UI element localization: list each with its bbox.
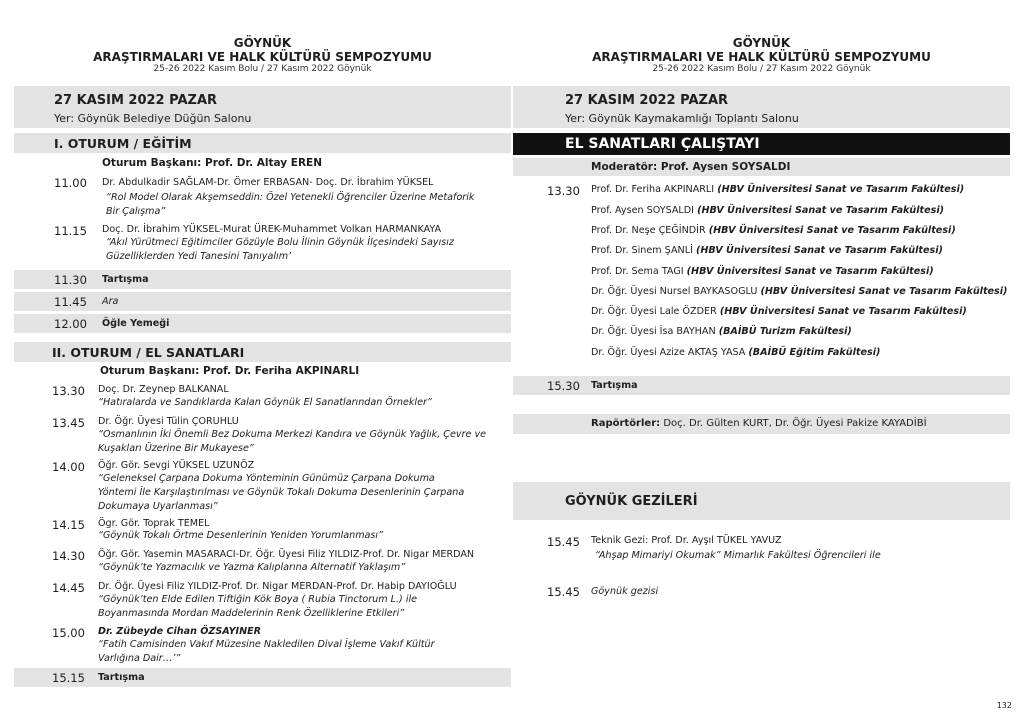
talk-time: 11.15 bbox=[54, 224, 87, 238]
talk-title: “Hatıralarda ve Sandıklarda Kalan Göynük El Sanatlarından Örnekler” bbox=[98, 397, 432, 408]
talk-time: 13.45 bbox=[52, 416, 85, 430]
left-page bbox=[14, 0, 511, 700]
talk-authors: Öğr. Gör. Sevgi YÜKSEL UZUNÖZ bbox=[98, 460, 255, 471]
schedule-row bbox=[14, 292, 511, 311]
schedule-row bbox=[14, 668, 511, 687]
program-venue: Yer: Göynük Belediye Düğün Salonu bbox=[54, 112, 252, 125]
header-line-2: ARAŞTIRMALARI VE HALK KÜLTÜRÜ SEMPOZYUMU bbox=[592, 50, 931, 64]
talk-authors: Dr. Zübeyde Cihan ÖZSAYINER bbox=[98, 626, 262, 637]
participant: Dr. Öğr. Üyesi Nursel BAYKASOGLU (HBV Üniversitesi Sanat ve Tasarım Fakültesi) bbox=[591, 286, 1008, 297]
tour-time: 15.45 bbox=[547, 535, 580, 549]
talk-authors: Doç. Dr. İbrahim YÜKSEL-Murat ÜREK-Muhammet Volkan HARMANKAYA bbox=[102, 224, 442, 235]
talk-authors: Doç. Dr. Zeynep BALKANAL bbox=[98, 384, 229, 395]
header-line-1: GÖYNÜK bbox=[732, 36, 791, 50]
rapporteurs-row bbox=[513, 414, 1010, 434]
tours-heading bbox=[513, 482, 1010, 520]
page-number: 132 bbox=[996, 701, 1012, 710]
session-chair: Oturum Başkanı: Prof. Dr. Feriha AKPINARLI bbox=[100, 365, 360, 377]
session-heading bbox=[14, 342, 511, 362]
date-venue-box bbox=[513, 86, 1010, 128]
session-title: II. OTURUM / EL SANATLARI bbox=[52, 345, 245, 360]
talk-authors: Ögr. Gör. Toprak TEMEL bbox=[98, 518, 210, 529]
break-time: 12.00 bbox=[54, 317, 87, 331]
participant: Prof. Dr. Sema TAGI (HBV Üniversitesi Sanat ve Tasarım Fakültesi) bbox=[591, 266, 934, 277]
program-date: 27 KASIM 2022 PAZAR bbox=[54, 93, 218, 108]
participant: Dr. Öğr. Üyesi Azize AKTAŞ YASA (BAİBÜ Eğitim Fakültesi) bbox=[591, 347, 881, 358]
participant: Prof. Dr. Feriha AKPINARLI (HBV Üniversitesi Sanat ve Tasarım Fakültesi) bbox=[591, 184, 965, 195]
moderator-row bbox=[513, 158, 1010, 176]
break-label: Tartışma bbox=[98, 672, 145, 683]
symposium-header bbox=[513, 36, 1010, 75]
talk-time: 14.00 bbox=[52, 460, 85, 474]
tour-time: 15.45 bbox=[547, 585, 580, 599]
break-time: 11.30 bbox=[54, 273, 87, 287]
talk-authors: Öğr. Gör. Yasemin MASARACI-Dr. Öğr. Üyesi Filiz YILDIZ-Prof. Dr. Nigar MERDAN bbox=[98, 549, 475, 560]
break-label: Tartışma bbox=[102, 274, 149, 285]
session-title: I. OTURUM / EĞİTİM bbox=[54, 136, 192, 151]
discussion-row bbox=[513, 376, 1010, 395]
discussion-label: Tartışma bbox=[591, 380, 638, 391]
break-label: Ara bbox=[102, 296, 119, 307]
schedule-row bbox=[14, 270, 511, 289]
talk-title: “Göynük Tokalı Örtme Desenlerinin Yeniden Yorumlanması” bbox=[98, 530, 384, 541]
participant: Dr. Öğr. Üyesi Lale ÖZDER (HBV Üniversitesi Sanat ve Tasarım Fakültesi) bbox=[591, 306, 967, 317]
talk-title: “Göynük’ten Elde Edilen Tiftiğin Kök Boya ( Rubia Tinctorum L.) ile Boyanmasında Mordan Maddelerinin Renk Özelliklerine Etkileri” bbox=[98, 594, 418, 619]
participant: Prof. Aysen SOYSALDI (HBV Üniversitesi Sanat ve Tasarım Fakültesi) bbox=[591, 205, 945, 216]
talk-title: “Osmanlının İki Önemli Bez Dokuma Merkezi Kandıra ve Göynük Yağlık, Çevre ve Kuşakları Üzerine Bir Mukayese” bbox=[98, 429, 487, 454]
header-line-2: ARAŞTIRMALARI VE HALK KÜLTÜRÜ SEMPOZYUMU bbox=[93, 50, 432, 64]
symposium-header bbox=[14, 36, 511, 75]
talk-title: “Akıl Yürütmeci Eğitimciler Gözüyle Bolu İlinin Göynük İlçesindeki Sayısız Güzelliklerden Yedi Tanesini Tanıyalım’ bbox=[106, 237, 454, 262]
talk-title: “Rol Model Olarak Akşemseddin: Özel Yetenekli Öğrenciler Üzerine Metaforik Bir Çalışma” bbox=[106, 192, 475, 217]
right-page bbox=[513, 0, 1010, 700]
workshop-time: 13.30 bbox=[547, 184, 580, 198]
program-date: 27 KASIM 2022 PAZAR bbox=[565, 93, 729, 108]
tour-description: “Ahşap Mimariyi Okumak” Mimarlık Fakültesi Öğrencileri ile bbox=[595, 550, 881, 561]
talk-title: “Göynük’te Yazmacılık ve Yazma Kalıplarına Alternatif Yaklaşım” bbox=[98, 562, 406, 573]
break-time: 11.45 bbox=[54, 295, 87, 309]
talk-authors: Dr. Öğr. Üyesi Filiz YILDIZ-Prof. Dr. Nigar MERDAN-Prof. Dr. Habip DAYIOĞLU bbox=[98, 581, 457, 592]
program-venue: Yer: Göynük Kaymakamlığı Toplantı Salonu bbox=[565, 112, 799, 125]
participant: Dr. Öğr. Üyesi İsa BAYHAN (BAİBÜ Turizm Fakültesi) bbox=[591, 326, 852, 337]
talk-authors: Dr. Abdulkadir SAĞLAM-Dr. Ömer ERBASAN- Doç. Dr. İbrahim YÜKSEL bbox=[102, 177, 434, 188]
tour-name: Göynük gezisi bbox=[591, 586, 659, 597]
talk-time: 15.00 bbox=[52, 626, 85, 640]
session-heading bbox=[14, 133, 511, 153]
talk-authors: Dr. Öğr. Üyesi Tülin ÇORUHLU bbox=[98, 416, 239, 427]
header-line-1: GÖYNÜK bbox=[233, 36, 292, 50]
participant: Prof. Dr. Sinem ŞANLİ (HBV Üniversitesi Sanat ve Tasarım Fakültesi) bbox=[591, 245, 943, 256]
talk-time: 14.30 bbox=[52, 549, 85, 563]
session-chair: Oturum Başkanı: Prof. Dr. Altay EREN bbox=[102, 157, 322, 169]
schedule-row bbox=[14, 314, 511, 333]
date-venue-box bbox=[14, 86, 511, 128]
rapporteurs: Rapörtörler: Doç. Dr. Gülten KURT, Dr. Öğr. Üyesi Pakize KAYADİBİ bbox=[591, 418, 927, 429]
break-time: 15.15 bbox=[52, 671, 85, 685]
discussion-time: 15.30 bbox=[547, 379, 580, 393]
participant: Prof. Dr. Neşe ÇEĞİNDİR (HBV Üniversitesi Sanat ve Tasarım Fakültesi) bbox=[591, 225, 956, 236]
workshop-title: EL SANATLARI ÇALIŞTAYI bbox=[565, 136, 760, 152]
tours-title: GÖYNÜK GEZİLERİ bbox=[565, 494, 698, 509]
moderator: Moderatör: Prof. Aysen SOYSALDI bbox=[591, 161, 791, 173]
talk-time: 14.15 bbox=[52, 518, 85, 532]
break-label: Öğle Yemeği bbox=[102, 318, 170, 329]
workshop-heading bbox=[513, 133, 1010, 155]
talk-time: 13.30 bbox=[52, 384, 85, 398]
talk-time: 11.00 bbox=[54, 176, 87, 190]
header-dates: 25-26 2022 Kasım Bolu / 27 Kasım 2022 Göynük bbox=[652, 64, 871, 74]
header-dates: 25-26 2022 Kasım Bolu / 27 Kasım 2022 Göynük bbox=[153, 64, 372, 74]
talk-time: 14.45 bbox=[52, 581, 85, 595]
tour-name: Teknik Gezi: Prof. Dr. Ayşıl TÜKEL YAVUZ bbox=[591, 535, 782, 546]
talk-title: “Geleneksel Çarpana Dokuma Yönteminin Günümüz Çarpana Dokuma Yöntemi İle Karşılaştırılması ve Göynük Tokalı Dokuma Desenlerinin Çarpana Dokumaya Uyarlanması” bbox=[98, 473, 465, 512]
talk-title: “Fatih Camisinden Vakıf Müzesine Nakledilen Dival İşleme Vakıf Kültür Varlığına Dair…’” bbox=[98, 639, 435, 664]
